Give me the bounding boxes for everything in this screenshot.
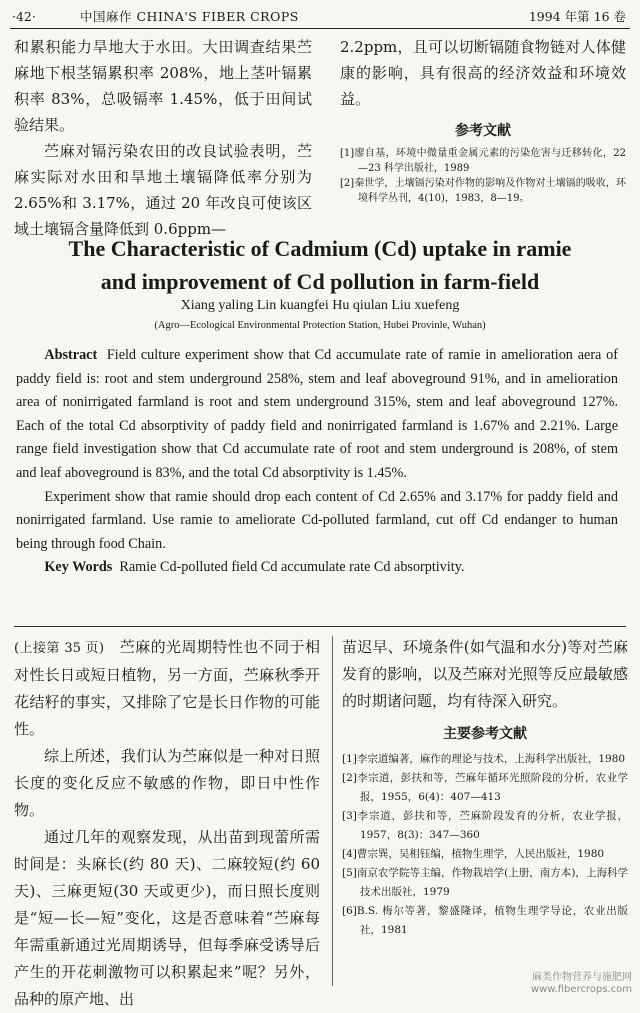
running-header [10, 6, 630, 29]
abstract-paragraph: Experiment show that ramie should drop each content of Cd 2.65% and 3.17% for paddy field and nonirrigated farmland. Use ramie to ameliorate Cd-polluted farmland, cut off Cd endanger to human being through food Chain. [16, 488, 618, 552]
top-left-column [14, 34, 312, 242]
body-paragraph: 通过几年的观察发现，从出苗到现蕾所需时间是：头麻长(约 80 天)、二麻较短(约 60 天)、三麻更短(30 天或更少)，而日照长度则是“短—长—短”变化，这是否意味着“苎麻每年需重新通过光周期诱导，但每季麻受诱导后产生的开花刺激物可以积累起来”呢？另外，品种的原产地、出 [14, 828, 320, 1008]
reference-item: [1]李宗道编著，麻作的理论与技术，上海科学出版社，1980 [342, 753, 626, 765]
body-paragraph: 和累积能力旱地大于水田。大田调查结果苎麻地下根茎镉累积率 208%，地上茎叶镉累积率 83%，总吸镉率 1.45%，低于田间试验结果。 [14, 38, 312, 134]
site-watermark: 麻类作物营养与施肥网 www.fibercrops.com [530, 972, 632, 995]
keywords-line [16, 556, 618, 580]
abstract-paragraph [16, 344, 618, 486]
title-line: The Characteristic of Cadmium (Cd) uptake in ramie [68, 236, 572, 261]
page-number: ·42· [12, 9, 36, 24]
body-paragraph: (上接第 35 页) 苎麻的光周期特性也不同于相对性长日或短日植物，另一方面，苎麻秋季开花结籽的事实，又排除了它是长日作物的可能性。 [14, 638, 320, 738]
column-divider [332, 636, 333, 986]
reference-item: [2]李宗道，彭扶和等，苎麻年循环光照阶段的分析，农业学报，1955，6(4)：407—413 [342, 772, 628, 803]
body-paragraph: 苎麻对镉污染农田的改良试验表明，苎麻实际对水田和旱地土壤镉降低率分别为 2.65%和 3.17%，通过 20 年改良可使该区域土壤镉含量降低到 0.6ppm— [14, 142, 312, 238]
affiliation: (Agro—Ecological Environmental Protection Station, Hubei Provinle, Wuhan) [154, 320, 486, 331]
reference-item: [1]廖自基，环境中微量重金属元素的污染危害与迁移转化，22—23 科学出版社，1989 [340, 148, 626, 174]
reference-item: [2]秦世学，土壤镉污染对作物的影响及作物对土壤镉的吸收，环境科学丛刊，4(10)，1983，8—19。 [340, 178, 626, 204]
body-paragraph: 苗迟早、环境条件(如气温和水分)等对苎麻发育的影响，以及苎麻对光照等反应最敏感的时期诸问题，均有待深入研究。 [342, 638, 628, 710]
continued-tag: (上接第 35 页) [14, 641, 105, 656]
bottom-left-column [14, 634, 320, 1013]
body-paragraph: 2.2ppm，且可以切断镉随食物链对人体健康的影响，具有很高的经济效益和环境效益。 [340, 38, 626, 108]
references-heading: 参考文献 [455, 123, 511, 139]
keywords-label: Key Words [44, 559, 113, 576]
reference-item: [5]南京农学院等主编，作物栽培学(上册，南方本)，上海科学技术出版社，1979 [342, 867, 628, 898]
reference-item: [3]李宗道，彭扶和等，苎麻阶段发育的分析，农业学报，1957，8(3)：347—360 [342, 810, 628, 841]
reference-item: [4]曹宗巽，吴相钰编，植物生理学，人民出版社，1980 [342, 848, 605, 860]
bottom-right-column [342, 634, 628, 940]
abstract-label: Abstract [44, 347, 98, 363]
section-divider [14, 626, 626, 627]
abstract-text: Field culture experiment show that Cd accumulate rate of ramie in amelioration aera of paddy field is: root and stem underground 258%, stem and leaf aboveground 91%, and in amelioration area of nonirrigated farmland is root and stem underground 315%, stem and leaf aboveground 127%. Each of the total Cd absorptivity of paddy field and nonirrigated farmland is 1.67% and 2.21%. Large range field investigation show that Cd accumulate rate of root and stem underground is 208%, of stem and leaf aboveground is 83%, and the total Cd absorptivity is 1.45%. [16, 347, 618, 481]
title-line: and improvement of Cd pollution in farm-field [100, 269, 540, 294]
authors: Xiang yaling Lin kuangfei Hu qiulan Liu xuefeng [180, 298, 460, 313]
body-paragraph: 综上所述，我们认为苎麻似是一种对日照长度的变化反应不敏感的作物，即日中性作物。 [14, 747, 320, 819]
abstract-block [16, 344, 618, 580]
volume-label: 1994 年第 16 卷 [528, 9, 626, 24]
journal-name: 中国麻作 CHINA'S FIBER CROPS [80, 9, 299, 24]
keywords-text: Ramie Cd-polluted field Cd accumulate rate Cd absorptivity. [119, 559, 465, 576]
reference-item: [6]B.S. 梅尔等著，黎盛隆译，植物生理学导论，农业出版社，1981 [342, 905, 628, 936]
references-heading: 主要参考文献 [443, 726, 527, 742]
top-right-column [340, 34, 626, 206]
english-title [20, 232, 620, 298]
